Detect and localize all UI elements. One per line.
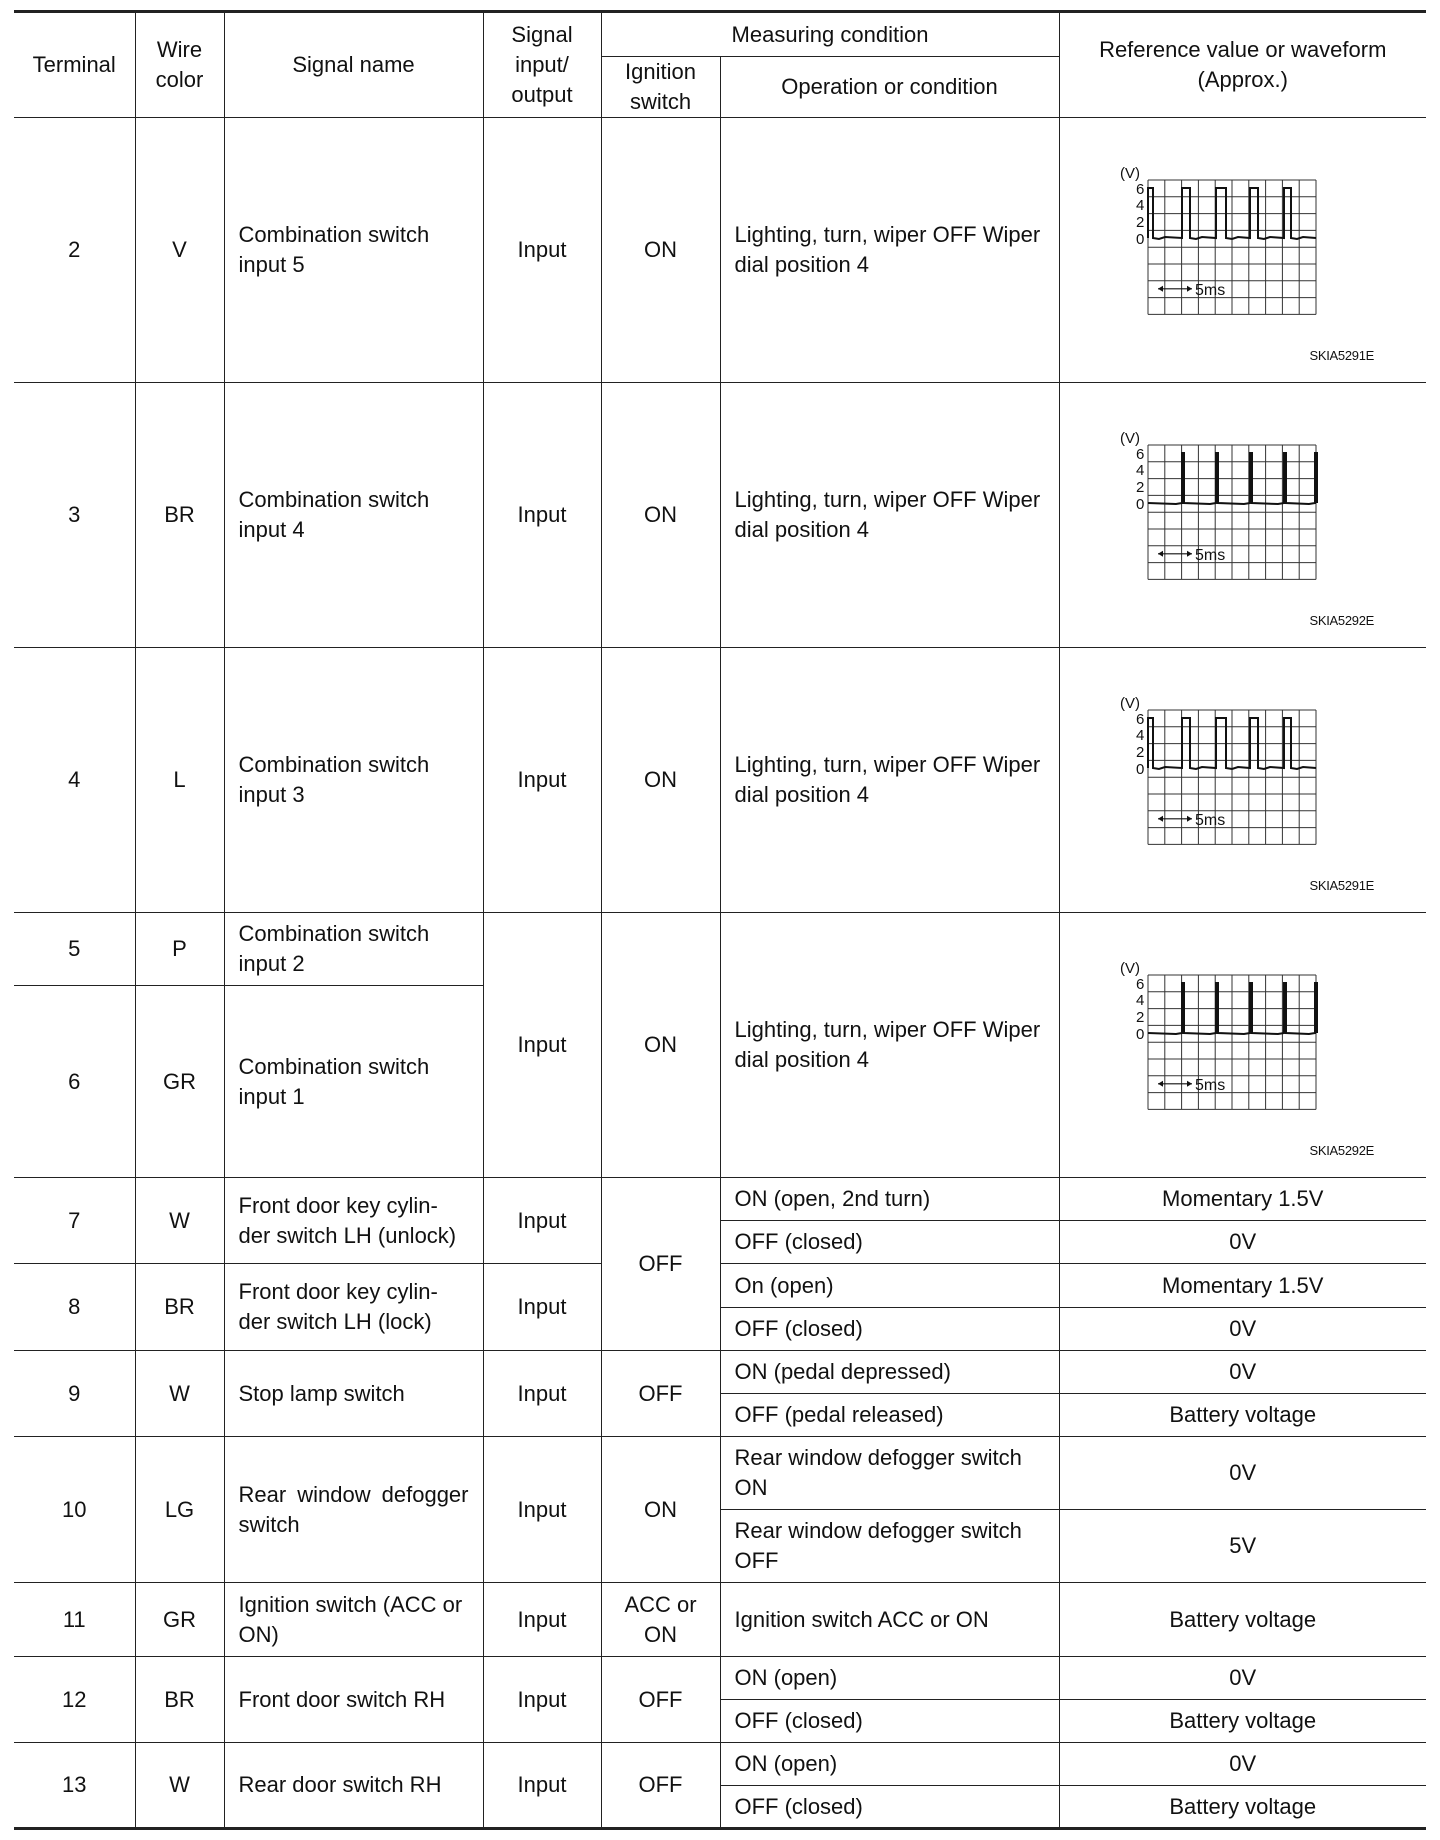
wire-color-cell: BR	[135, 383, 224, 648]
reference-cell	[1059, 913, 1426, 1178]
wire-color-cell: BR	[135, 1264, 224, 1351]
reference-cell	[1059, 383, 1426, 648]
table-row	[14, 1657, 1426, 1700]
operation-cell: OFF (closed)	[720, 1308, 1059, 1351]
waveform-tick-label: 4	[1135, 197, 1144, 214]
time-scale-label: 5ms	[1194, 811, 1225, 829]
waveform-unit-label: (V)	[1119, 432, 1140, 447]
waveform-tick-label: 6	[1135, 181, 1144, 198]
operation-cell: ON (open)	[720, 1743, 1059, 1786]
terminal-cell: 11	[14, 1583, 135, 1657]
operation-cell: OFF (closed)	[720, 1786, 1059, 1829]
waveform-graph	[1118, 432, 1328, 582]
header-signal-io: Signal input/ output	[483, 12, 601, 118]
time-scale-label: 5ms	[1194, 546, 1225, 564]
terminal-cell: 6	[14, 986, 135, 1178]
wire-color-cell: V	[135, 118, 224, 383]
terminal-cell: 5	[14, 913, 135, 986]
reference-cell	[1059, 118, 1426, 383]
waveform-tick-label: 4	[1135, 992, 1144, 1009]
waveform-graph	[1118, 697, 1328, 847]
signal-name-cell: Rear window defogger switch	[224, 1437, 483, 1583]
wire-color-cell: P	[135, 913, 224, 986]
terminal-cell: 12	[14, 1657, 135, 1743]
waveform-tick-label: 6	[1135, 976, 1144, 993]
waveform-tick-label: 0	[1135, 1026, 1144, 1043]
wire-color-cell: LG	[135, 1437, 224, 1583]
reference-cell: 0V	[1059, 1351, 1426, 1394]
reference-cell: Momentary 1.5V	[1059, 1264, 1426, 1308]
figure-code: SKIA5292E	[1309, 1143, 1374, 1158]
reference-cell	[1059, 648, 1426, 913]
table-row	[14, 1583, 1426, 1657]
reference-cell: Battery voltage	[1059, 1583, 1426, 1657]
reference-cell: 0V	[1059, 1221, 1426, 1264]
waveform-grid	[1148, 975, 1316, 1109]
operation-cell: Rear window defogger switch ON	[720, 1437, 1059, 1510]
operation-cell: OFF (closed)	[720, 1221, 1059, 1264]
signal-name-cell: Combination switch input 2	[224, 913, 483, 986]
ignition-cell: ON	[601, 648, 720, 913]
time-scale-arrow-icon	[1158, 551, 1192, 557]
terminal-cell: 10	[14, 1437, 135, 1583]
figure-code: SKIA5292E	[1309, 613, 1374, 628]
table-row	[14, 913, 1426, 986]
time-scale-arrow-icon	[1158, 816, 1192, 822]
waveform-grid	[1148, 445, 1316, 579]
reference-cell: 0V	[1059, 1743, 1426, 1786]
signal-name-cell: Front door key cylin- der switch LH (unlock)	[224, 1178, 483, 1264]
terminal-reference-table	[14, 10, 1426, 1830]
operation-cell: Rear window defogger switch OFF	[720, 1510, 1059, 1583]
ignition-cell: OFF	[601, 1351, 720, 1437]
signal-name-cell: Combination switch input 5	[224, 118, 483, 383]
header-operation: Operation or condition	[720, 57, 1059, 118]
waveform-tick-label: 0	[1135, 761, 1144, 778]
waveform-tick-label: 2	[1135, 1009, 1144, 1026]
ignition-cell: ON	[601, 913, 720, 1178]
time-scale-arrow-icon	[1158, 1081, 1192, 1087]
reference-cell: Battery voltage	[1059, 1394, 1426, 1437]
reference-cell: Battery voltage	[1059, 1700, 1426, 1743]
operation-cell: Lighting, turn, wiper OFF Wiper dial position 4	[720, 648, 1059, 913]
operation-cell: Lighting, turn, wiper OFF Wiper dial position 4	[720, 118, 1059, 383]
terminal-cell: 8	[14, 1264, 135, 1351]
waveform-unit-label: (V)	[1119, 962, 1140, 977]
figure-code: SKIA5291E	[1309, 348, 1374, 363]
reference-cell: 5V	[1059, 1510, 1426, 1583]
operation-cell: Lighting, turn, wiper OFF Wiper dial position 4	[720, 383, 1059, 648]
waveform	[1060, 914, 1427, 1176]
wire-color-cell: GR	[135, 986, 224, 1178]
wire-color-cell: GR	[135, 1583, 224, 1657]
waveform-tick-label: 2	[1135, 214, 1144, 231]
ignition-cell: OFF	[601, 1657, 720, 1743]
signal-name-cell: Front door switch RH	[224, 1657, 483, 1743]
signal-name-cell: Combination switch input 3	[224, 648, 483, 913]
signal-name-cell: Combination switch input 1	[224, 986, 483, 1178]
ignition-cell: ON	[601, 118, 720, 383]
wire-color-cell: L	[135, 648, 224, 913]
operation-cell: On (open)	[720, 1264, 1059, 1308]
signal-io-cell: Input	[483, 1178, 601, 1264]
signal-io-cell: Input	[483, 1583, 601, 1657]
waveform-tick-label: 2	[1135, 744, 1144, 761]
terminal-cell: 13	[14, 1743, 135, 1829]
ignition-cell: ON	[601, 1437, 720, 1583]
operation-cell: Lighting, turn, wiper OFF Wiper dial position 4	[720, 913, 1059, 1178]
signal-name-cell: Front door key cylin- der switch LH (lock)	[224, 1264, 483, 1351]
time-scale-label: 5ms	[1194, 1076, 1225, 1094]
header-terminal: Terminal	[14, 12, 135, 118]
operation-cell: ON (open, 2nd turn)	[720, 1178, 1059, 1221]
ignition-cell: ACC or ON	[601, 1583, 720, 1657]
terminal-cell: 4	[14, 648, 135, 913]
table-row	[14, 383, 1426, 648]
signal-name-cell: Combination switch input 4	[224, 383, 483, 648]
reference-cell: 0V	[1059, 1308, 1426, 1351]
waveform-unit-label: (V)	[1119, 697, 1140, 712]
operation-cell: OFF (pedal released)	[720, 1394, 1059, 1437]
time-scale-arrow-icon	[1158, 286, 1192, 292]
ignition-cell: OFF	[601, 1178, 720, 1351]
signal-io-cell: Input	[483, 648, 601, 913]
header-measuring-condition: Measuring condition	[601, 12, 1059, 57]
signal-io-cell: Input	[483, 118, 601, 383]
waveform-tick-label: 4	[1135, 462, 1144, 479]
waveform	[1060, 649, 1427, 911]
time-scale-label: 5ms	[1194, 281, 1225, 299]
operation-cell: OFF (closed)	[720, 1700, 1059, 1743]
waveform-graph	[1118, 167, 1328, 317]
signal-io-cell: Input	[483, 1264, 601, 1351]
signal-io-cell: Input	[483, 913, 601, 1178]
waveform-tick-label: 0	[1135, 231, 1144, 248]
signal-io-cell: Input	[483, 1743, 601, 1829]
table-row	[14, 1437, 1426, 1510]
signal-io-cell: Input	[483, 1657, 601, 1743]
waveform-tick-label: 6	[1135, 446, 1144, 463]
operation-cell: ON (open)	[720, 1657, 1059, 1700]
operation-cell: Ignition switch ACC or ON	[720, 1583, 1059, 1657]
wire-color-cell: W	[135, 1743, 224, 1829]
signal-io-cell: Input	[483, 383, 601, 648]
header-wire-color: Wire color	[135, 12, 224, 118]
header-reference: Reference value or waveform (Approx.)	[1059, 12, 1426, 118]
terminal-cell: 2	[14, 118, 135, 383]
wire-color-cell: W	[135, 1351, 224, 1437]
reference-cell: Momentary 1.5V	[1059, 1178, 1426, 1221]
reference-cell: 0V	[1059, 1437, 1426, 1510]
wire-color-cell: W	[135, 1178, 224, 1264]
table-row	[14, 1743, 1426, 1786]
table-row	[14, 1351, 1426, 1394]
ignition-cell: OFF	[601, 1743, 720, 1829]
wire-color-cell: BR	[135, 1657, 224, 1743]
waveform-tick-label: 4	[1135, 727, 1144, 744]
signal-io-cell: Input	[483, 1437, 601, 1583]
terminal-cell: 7	[14, 1178, 135, 1264]
signal-io-cell: Input	[483, 1351, 601, 1437]
waveform-tick-label: 6	[1135, 711, 1144, 728]
signal-name-cell: Ignition switch (ACC or ON)	[224, 1583, 483, 1657]
table-row	[14, 118, 1426, 383]
waveform-graph	[1118, 962, 1328, 1112]
table-row	[14, 1264, 1426, 1308]
table-row	[14, 648, 1426, 913]
waveform	[1060, 384, 1427, 646]
waveform	[1060, 119, 1427, 381]
reference-cell: 0V	[1059, 1657, 1426, 1700]
waveform-tick-label: 0	[1135, 496, 1144, 513]
header-ignition-switch: Ignition switch	[601, 57, 720, 118]
waveform-tick-label: 2	[1135, 479, 1144, 496]
table-row	[14, 1178, 1426, 1221]
reference-cell: Battery voltage	[1059, 1786, 1426, 1829]
header-signal-name: Signal name	[224, 12, 483, 118]
ignition-cell: ON	[601, 383, 720, 648]
terminal-cell: 9	[14, 1351, 135, 1437]
operation-cell: ON (pedal depressed)	[720, 1351, 1059, 1394]
terminal-cell: 3	[14, 383, 135, 648]
signal-name-cell: Rear door switch RH	[224, 1743, 483, 1829]
figure-code: SKIA5291E	[1309, 878, 1374, 893]
waveform-unit-label: (V)	[1119, 167, 1140, 182]
signal-name-cell: Stop lamp switch	[224, 1351, 483, 1437]
